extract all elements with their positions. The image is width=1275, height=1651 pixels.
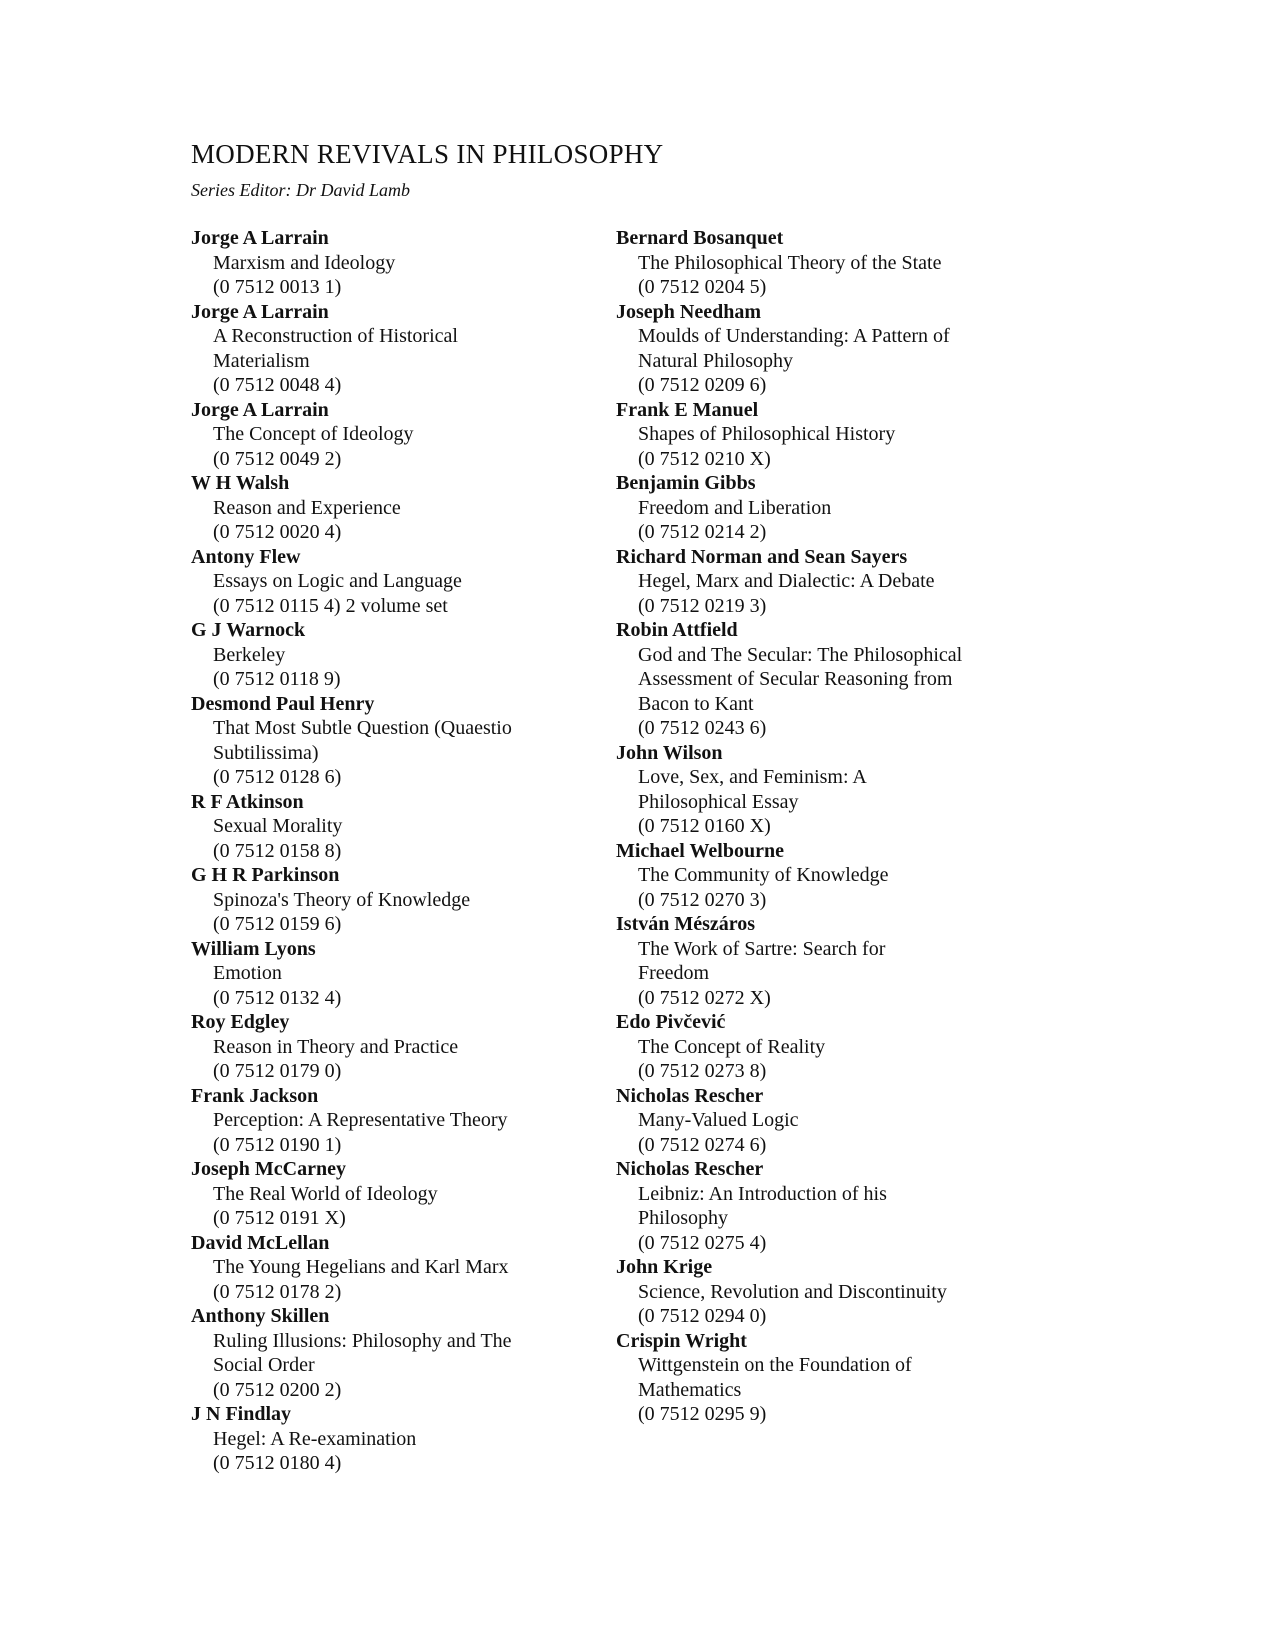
book-author: Edo Pivčević — [616, 1011, 726, 1033]
book-entry — [616, 1329, 1036, 1427]
book-title-line: Philosophy — [638, 1207, 729, 1229]
book-title-line: Philosophical Essay — [638, 790, 799, 813]
book-title-line: Reason in Theory and Practice — [213, 1035, 459, 1058]
book-entry — [191, 863, 581, 937]
book-author: Richard Norman and Sean Sayers — [616, 545, 908, 568]
book-title-line: Materialism — [213, 349, 310, 372]
book-entry — [191, 300, 581, 398]
book-author: David McLellan — [191, 1231, 330, 1254]
book-title-line: Social Order — [213, 1354, 315, 1376]
book-entry — [616, 1084, 1036, 1158]
book-entry — [191, 1084, 581, 1158]
book-author: J N Findlay — [191, 1403, 292, 1425]
book-title-line: The Real World of Ideology — [213, 1182, 438, 1205]
book-isbn: (0 7512 0214 2) — [638, 521, 767, 543]
book-title-line: Shapes of Philosophical History — [638, 423, 896, 445]
book-author: G H R Parkinson — [191, 864, 340, 886]
book-title-line: Ruling Illusions: Philosophy and The — [213, 1329, 512, 1352]
book-entry — [191, 545, 581, 619]
book-isbn: (0 7512 0013 1) — [213, 276, 342, 298]
book-isbn: (0 7512 0115 4) 2 volume set — [213, 594, 448, 617]
book-author: John Krige — [616, 1256, 713, 1278]
book-title-line: Bacon to Kant — [638, 692, 754, 715]
book-isbn: (0 7512 0049 2) — [213, 447, 342, 470]
book-isbn: (0 7512 0294 0) — [638, 1305, 767, 1327]
book-author: R F Atkinson — [191, 790, 304, 813]
book-title-line: Berkeley — [213, 643, 286, 666]
book-isbn: (0 7512 0180 4) — [213, 1452, 342, 1474]
book-entry — [191, 790, 581, 864]
book-entry — [191, 226, 581, 300]
book-title-line: Assessment of Secular Reasoning from — [638, 668, 953, 690]
book-entry — [616, 398, 1036, 472]
book-title-line: The Philosophical Theory of the State — [638, 251, 942, 274]
book-isbn: (0 7512 0128 6) — [213, 766, 342, 788]
book-entry — [191, 1402, 581, 1476]
book-isbn: (0 7512 0270 3) — [638, 888, 767, 911]
book-entry — [616, 839, 1036, 913]
book-author: Joseph McCarney — [191, 1158, 346, 1180]
book-author: Bernard Bosanquet — [616, 227, 784, 249]
book-title-line: The Concept of Ideology — [213, 423, 414, 445]
book-isbn: (0 7512 0295 9) — [638, 1403, 767, 1425]
page-title: MODERN REVIVALS IN PHILOSOPHY — [191, 139, 664, 169]
book-title-line: Freedom — [638, 962, 710, 984]
book-author: Jorge A Larrain — [191, 398, 329, 421]
book-isbn: (0 7512 0190 1) — [213, 1133, 342, 1156]
book-isbn: (0 7512 0243 6) — [638, 717, 767, 739]
series-editor: Series Editor: Dr David Lamb — [191, 180, 410, 200]
book-title-line: Sexual Morality — [213, 815, 343, 837]
book-author: Jorge A Larrain — [191, 300, 329, 323]
book-title-line: Many-Valued Logic — [638, 1109, 799, 1131]
book-title-line: Mathematics — [638, 1378, 742, 1401]
book-isbn: (0 7512 0160 X) — [638, 815, 771, 837]
book-isbn: (0 7512 0048 4) — [213, 374, 342, 396]
book-entry — [616, 912, 1036, 1010]
book-author: Frank E Manuel — [616, 398, 759, 421]
book-title-line: Hegel: A Re-examination — [213, 1427, 417, 1450]
book-entry — [191, 398, 581, 472]
book-isbn: (0 7512 0273 8) — [638, 1060, 767, 1082]
book-entry — [191, 937, 581, 1011]
book-entry — [616, 1255, 1036, 1329]
book-entry — [616, 471, 1036, 545]
book-author: Frank Jackson — [191, 1084, 319, 1107]
book-isbn: (0 7512 0219 3) — [638, 594, 767, 617]
book-author: Desmond Paul Henry — [191, 692, 375, 715]
book-title-line: Science, Revolution and Discontinuity — [638, 1280, 947, 1303]
book-title-line: Love, Sex, and Feminism: A — [638, 766, 867, 788]
book-title-line: Freedom and Liberation — [638, 496, 832, 519]
book-author: Nicholas Rescher — [616, 1158, 764, 1180]
book-title-line: Wittgenstein on the Foundation of — [638, 1354, 912, 1376]
book-entry — [191, 1231, 581, 1305]
book-author: W H Walsh — [191, 472, 290, 494]
book-author: Joseph Needham — [616, 300, 762, 323]
left-column — [191, 226, 581, 1476]
book-entry — [616, 1157, 1036, 1255]
book-title-line: Hegel, Marx and Dialectic: A Debate — [638, 570, 935, 592]
book-author: Nicholas Rescher — [616, 1084, 764, 1107]
book-title-line: God and The Secular: The Philosophical — [638, 643, 963, 666]
book-title-line: The Work of Sartre: Search for — [638, 937, 886, 960]
book-isbn: (0 7512 0178 2) — [213, 1280, 342, 1303]
book-entry — [191, 471, 581, 545]
book-title-line: The Young Hegelians and Karl Marx — [213, 1256, 509, 1278]
book-isbn: (0 7512 0275 4) — [638, 1231, 767, 1254]
book-entry — [191, 618, 581, 692]
book-author: Jorge A Larrain — [191, 227, 329, 249]
book-title-line: Emotion — [213, 962, 282, 984]
right-column — [616, 226, 1036, 1427]
book-entry — [191, 692, 581, 790]
book-author: Benjamin Gibbs — [616, 472, 756, 494]
book-author: William Lyons — [191, 937, 316, 960]
book-entry — [616, 741, 1036, 839]
book-title-line: Subtilissima) — [213, 741, 319, 764]
book-entry — [616, 1010, 1036, 1084]
book-isbn: (0 7512 0200 2) — [213, 1378, 342, 1401]
book-author: Michael Welbourne — [616, 839, 784, 862]
book-entry — [616, 618, 1036, 741]
book-entry — [616, 226, 1036, 300]
book-title-line: Perception: A Representative Theory — [213, 1109, 508, 1131]
book-isbn: (0 7512 0020 4) — [213, 521, 342, 543]
book-entry — [616, 300, 1036, 398]
book-isbn: (0 7512 0204 5) — [638, 276, 767, 298]
book-isbn: (0 7512 0159 6) — [213, 913, 342, 935]
book-entry — [616, 545, 1036, 619]
book-entry — [191, 1304, 581, 1402]
book-author: István Mészáros — [616, 913, 756, 935]
book-isbn: (0 7512 0274 6) — [638, 1133, 767, 1156]
book-isbn: (0 7512 0118 9) — [213, 668, 341, 690]
book-title-line: Essays on Logic and Language — [213, 570, 462, 592]
book-title-line: Spinoza's Theory of Knowledge — [213, 888, 471, 911]
book-isbn: (0 7512 0209 6) — [638, 374, 767, 396]
book-isbn: (0 7512 0272 X) — [638, 986, 771, 1009]
book-title-line: The Community of Knowledge — [638, 864, 889, 886]
book-isbn: (0 7512 0191 X) — [213, 1207, 346, 1229]
book-author: Antony Flew — [191, 545, 301, 568]
book-author: G J Warnock — [191, 619, 306, 641]
book-author: John Wilson — [616, 741, 723, 764]
book-entry — [191, 1157, 581, 1231]
book-isbn: (0 7512 0179 0) — [213, 1060, 342, 1082]
book-title-line: Reason and Experience — [213, 496, 401, 519]
book-title-line: The Concept of Reality — [638, 1035, 826, 1058]
book-isbn: (0 7512 0132 4) — [213, 986, 342, 1009]
book-title-line: Moulds of Understanding: A Pattern of — [638, 325, 950, 347]
book-entry — [191, 1010, 581, 1084]
book-title-line: A Reconstruction of Historical — [213, 325, 458, 347]
book-author: Crispin Wright — [616, 1329, 747, 1352]
book-isbn: (0 7512 0158 8) — [213, 839, 342, 862]
book-author: Anthony Skillen — [191, 1305, 330, 1327]
book-author: Roy Edgley — [191, 1011, 290, 1033]
book-title-line: That Most Subtle Question (Quaestio — [213, 717, 512, 739]
book-author: Robin Attfield — [616, 619, 738, 641]
book-isbn: (0 7512 0210 X) — [638, 447, 771, 470]
book-title-line: Leibniz: An Introduction of his — [638, 1182, 887, 1205]
book-title-line: Marxism and Ideology — [213, 251, 396, 274]
book-title-line: Natural Philosophy — [638, 349, 793, 372]
